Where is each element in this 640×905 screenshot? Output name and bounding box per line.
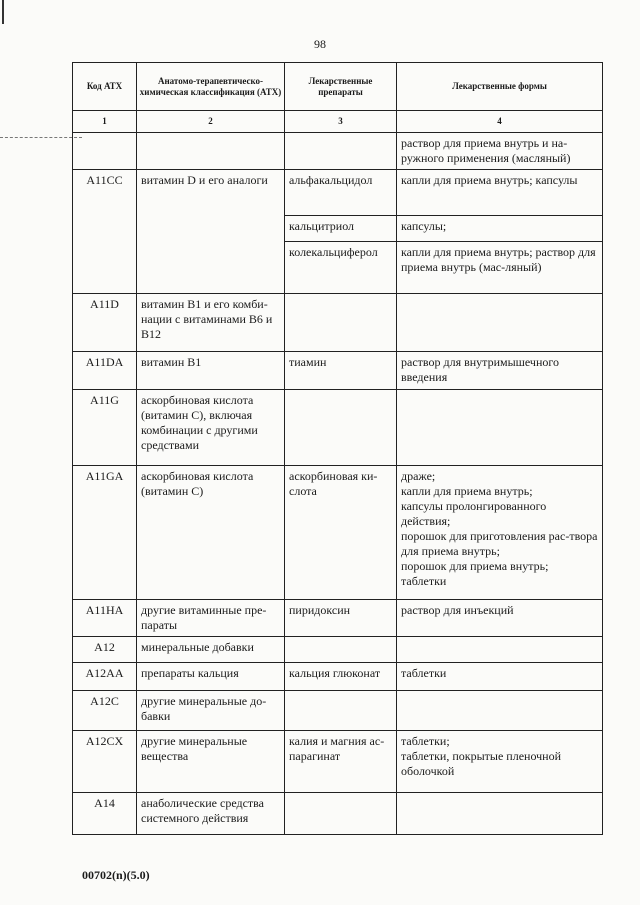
- dosage-form-item: порошок для приема внутрь;: [401, 559, 549, 573]
- dosage-form-item: драже;: [401, 469, 436, 483]
- atc-code: A11DA: [73, 352, 137, 390]
- drug-name: [285, 390, 397, 466]
- dosage-forms: [397, 294, 603, 352]
- drug-name: [285, 637, 397, 663]
- table-row: [73, 133, 603, 170]
- atc-code: A11GA: [73, 466, 137, 600]
- dosage-forms: капли для приема внутрь; раствор для приема внутрь (мас-ляный): [397, 242, 603, 294]
- dosage-forms: таблетки: [397, 663, 603, 691]
- table-row: [73, 600, 603, 637]
- column-number: 2: [137, 111, 285, 133]
- column-number: 3: [285, 111, 397, 133]
- dosage-forms: [397, 390, 603, 466]
- dosage-forms: раствор для приема внутрь и на-ружного применения (масляный): [397, 133, 603, 170]
- header-code: Код АТХ: [73, 63, 137, 111]
- table-row: [73, 352, 603, 390]
- dosage-form-item: капсулы пролонгированного действия;: [401, 499, 547, 528]
- atc-classification: другие минеральные до-бавки: [137, 691, 285, 731]
- atc-classification: анаболические средства системного действия: [137, 793, 285, 835]
- document-footer-code: 00702(n)(5.0): [82, 868, 150, 882]
- header-forms: Лекарственные формы: [397, 63, 603, 111]
- atc-classification: другие минеральные вещества: [137, 731, 285, 793]
- drug-name: [285, 691, 397, 731]
- atc-classification: витамин B1 и его комби-нации с витаминами B6 и B12: [137, 294, 285, 352]
- table-row: [73, 466, 603, 600]
- header-drugs: Лекарственные препараты: [285, 63, 397, 111]
- dosage-forms: [397, 466, 603, 600]
- drug-name: кальцитриол: [285, 216, 397, 242]
- atc-classification: витамин B1: [137, 352, 285, 390]
- drug-name: альфакальцидол: [285, 170, 397, 216]
- dosage-forms: раствор для внутримышечного введения: [397, 352, 603, 390]
- dosage-forms: [397, 637, 603, 663]
- atc-code: A12CX: [73, 731, 137, 793]
- drug-name: аскорбиновая ки-слота: [285, 466, 397, 600]
- atc-classification: препараты кальция: [137, 663, 285, 691]
- atc-table: [72, 62, 603, 835]
- atc-code: A11CC: [73, 170, 137, 294]
- table-row: [73, 170, 603, 216]
- table-row: [73, 637, 603, 663]
- dosage-forms: [397, 691, 603, 731]
- table-row: [73, 793, 603, 835]
- dosage-form-item: таблетки, покрытые пленочной оболочкой: [401, 749, 562, 778]
- dosage-forms: капли для приема внутрь; капсулы: [397, 170, 603, 216]
- atc-classification: другие витаминные пре-параты: [137, 600, 285, 637]
- table-row: [73, 663, 603, 691]
- table-row: [73, 390, 603, 466]
- drug-name: [285, 294, 397, 352]
- dosage-form-item: капли для приема внутрь;: [401, 484, 533, 498]
- table-row: [73, 691, 603, 731]
- scan-artifact-line: [0, 137, 82, 138]
- atc-classification: минеральные добавки: [137, 637, 285, 663]
- drug-name: колекальциферол: [285, 242, 397, 294]
- atc-code: A12AA: [73, 663, 137, 691]
- drug-name: [285, 793, 397, 835]
- page-number: 98: [314, 37, 326, 51]
- scan-edge-mark: [2, 0, 4, 24]
- dosage-forms: капсулы;: [397, 216, 603, 242]
- atc-code: A14: [73, 793, 137, 835]
- atc-code: A11G: [73, 390, 137, 466]
- atc-classification: аскорбиновая кислота (витамин С): [137, 466, 285, 600]
- drug-name: тиамин: [285, 352, 397, 390]
- atc-code: A11D: [73, 294, 137, 352]
- atc-classification: витамин D и его аналоги: [137, 170, 285, 294]
- header-classification: Анатомо-терапевтическо-химическая классификация (АТХ): [137, 63, 285, 111]
- atc-code: A12: [73, 637, 137, 663]
- dosage-forms: раствор для инъекций: [397, 600, 603, 637]
- drug-name: пиридоксин: [285, 600, 397, 637]
- table-row: [73, 731, 603, 793]
- table-row: [73, 294, 603, 352]
- dosage-form-item: порошок для приготовления рас-твора для приема внутрь;: [401, 529, 598, 558]
- atc-classification: [137, 133, 285, 170]
- column-number-row: [73, 111, 603, 133]
- atc-code: A12C: [73, 691, 137, 731]
- drug-name: калия и магния ас-парагинат: [285, 731, 397, 793]
- atc-classification: аскорбиновая кислота (витамин С), включая комбинации с другими средствами: [137, 390, 285, 466]
- header-row: [73, 63, 603, 111]
- drug-name: [285, 133, 397, 170]
- atc-code: [73, 133, 137, 170]
- column-number: 4: [397, 111, 603, 133]
- atc-code: A11HA: [73, 600, 137, 637]
- dosage-forms: [397, 793, 603, 835]
- column-number: 1: [73, 111, 137, 133]
- dosage-form-item: таблетки;: [401, 734, 450, 748]
- dosage-form-item: таблетки: [401, 574, 447, 588]
- dosage-forms: [397, 731, 603, 793]
- drug-name: кальция глюконат: [285, 663, 397, 691]
